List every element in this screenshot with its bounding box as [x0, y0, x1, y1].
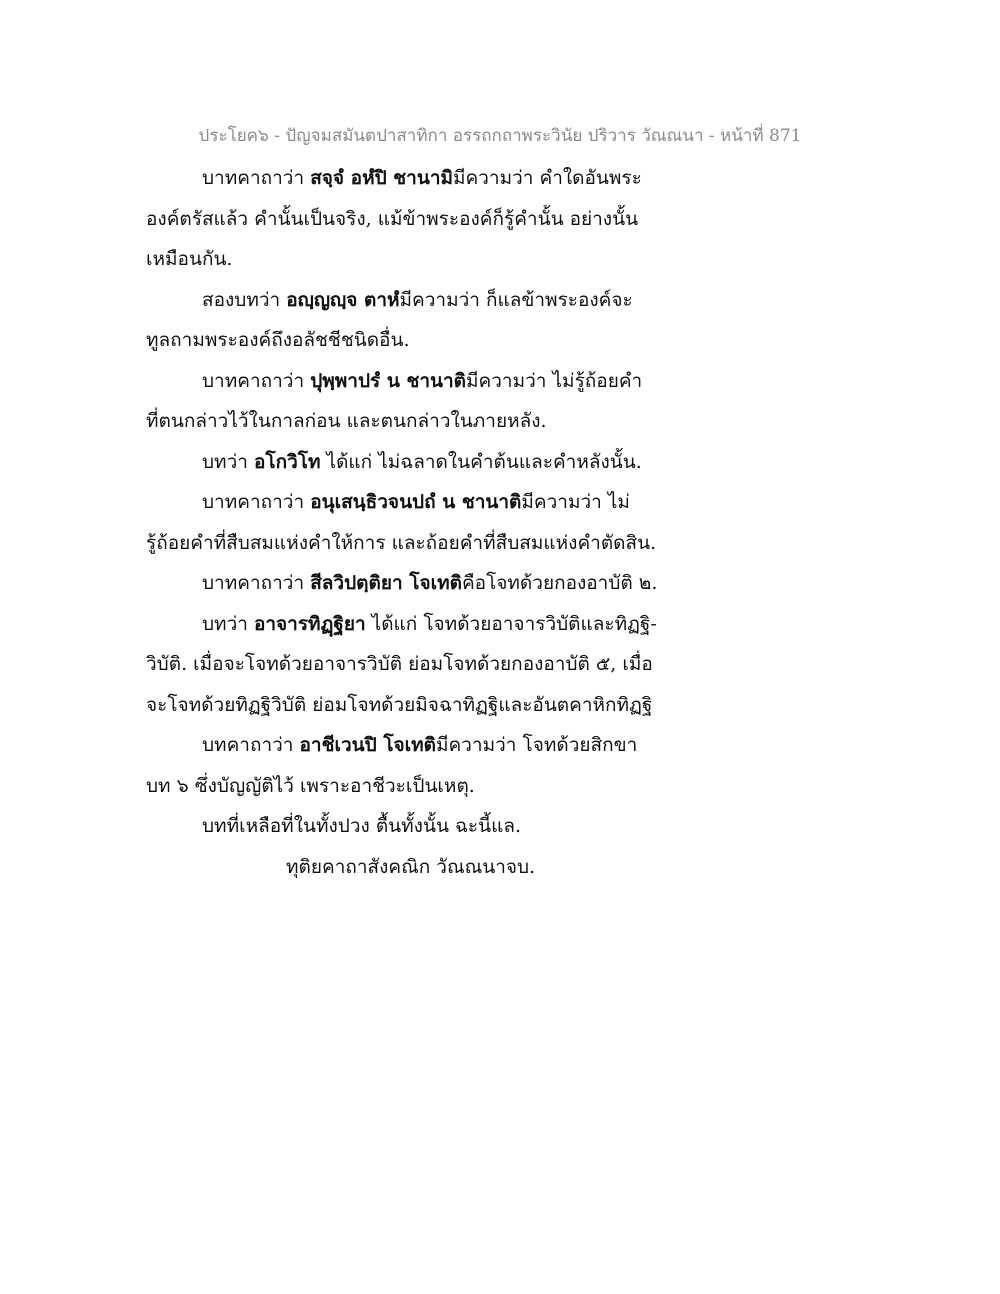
text-line: [146, 766, 666, 807]
text-line: [146, 685, 666, 726]
text-line: [146, 725, 666, 766]
text-line: [146, 320, 666, 361]
line-text: สองบทว่า: [202, 288, 287, 311]
pali-term: อาจารทิฏฺฐิยา: [253, 612, 366, 635]
pali-term: อาชีเวนปิ โจเทติ: [299, 734, 437, 756]
line-text: มีความว่า ไม่: [521, 491, 630, 513]
body-text: [146, 158, 666, 887]
line-text: ที่ตนกล่าวไว้ในกาลก่อน และตนกล่าวในภายหลัง.: [146, 410, 547, 432]
line-text: มีความว่า ก็แลข้าพระองค์จะ: [399, 288, 633, 311]
text-line: [146, 280, 666, 321]
line-text: มีความว่า ไม่รู้ถ้อยคำ: [466, 369, 643, 392]
pali-term: อญฺญญฺจ ตาหํ: [286, 288, 400, 311]
text-line: [146, 523, 666, 564]
line-text: บาทคาถาว่า: [202, 572, 311, 594]
line-text: ทูลถามพระองค์ถึงอลัชชีชนิดอื่น.: [146, 329, 410, 351]
text-line: [146, 482, 666, 523]
line-text: บทว่า: [202, 450, 254, 473]
text-line: [146, 239, 666, 280]
line-text: บาทคาถาว่า: [202, 167, 311, 189]
closing-line: ทุติยคาถาสังคณิก วัณณนาจบ.: [286, 855, 536, 878]
text-line: [146, 806, 666, 847]
line-text: มีความว่า คำใดอันพระ: [453, 167, 642, 189]
line-text: มีความว่า โจทด้วยสิกขา: [436, 734, 638, 756]
line-text: บาทคาถาว่า: [202, 491, 311, 513]
line-text: จะโจทด้วยทิฏฐิวิบัติ ย่อมโจทด้วยมิจฉาทิฏฐิและอันตคาหิกทิฏฐิ: [146, 693, 653, 716]
pali-term: สีลวิปตฺติยา โจเทติ: [310, 572, 462, 594]
text-line: [146, 644, 666, 685]
line-text: รู้ถ้อยคำที่สืบสมแห่งคำให้การ และถ้อยคำที่สืบสมแห่งคำตัดสิน.: [146, 531, 657, 554]
pali-term: อนุเสนฺธิวจนปถํ น ชานาติ: [310, 491, 522, 513]
line-text: บทคาถาว่า: [202, 734, 300, 756]
text-line: [146, 158, 666, 199]
page-header: ประโยค๖ - ปัญจมสมันตปาสาทิกา อรรถกถาพระวินัย ปริวาร วัณณนา - หน้าที่ 871: [198, 126, 802, 146]
line-text: บทที่เหลือที่ในทั้งปวง ตื้นทั้งนั้น ฉะนี้แล.: [202, 815, 522, 837]
text-line: [146, 361, 666, 402]
line-text: ได้แก่ โจทด้วยอาจารวิบัติและทิฏฐิ-: [365, 612, 657, 635]
line-text: คือโจทด้วยกองอาบัติ ๒.: [461, 572, 658, 594]
line-text: บท ๖ ซึ่งบัญญัติไว้ เพราะอาชีวะเป็นเหตุ.: [146, 774, 475, 797]
line-text: ได้แก่ ไม่ฉลาดในคำต้นและคำหลังนั้น.: [320, 450, 642, 473]
pali-term: สจฺจํ อหํปิ ชานามิ: [310, 167, 454, 189]
text-line: [146, 401, 666, 442]
line-text: บาทคาถาว่า: [202, 369, 311, 392]
text-line: [146, 563, 666, 604]
text-line: [146, 604, 666, 645]
line-text: เหมือนกัน.: [146, 248, 233, 270]
line-text: บทว่า: [202, 612, 254, 635]
line-text: วิบัติ. เมื่อจะโจทด้วยอาจารวิบัติ ย่อมโจทด้วยกองอาบัติ ๕, เมื่อ: [146, 653, 653, 675]
text-line: [146, 442, 666, 483]
line-text: องค์ตรัสแล้ว คำนั้นเป็นจริง, แม้ข้าพระองค์ก็รู้คำนั้น อย่างนั้น: [146, 207, 639, 230]
pali-term: ปุพฺพาปรํ น ชานาติ: [310, 369, 467, 392]
pali-term: อโกวิโท: [253, 450, 321, 473]
text-line: [146, 199, 666, 240]
